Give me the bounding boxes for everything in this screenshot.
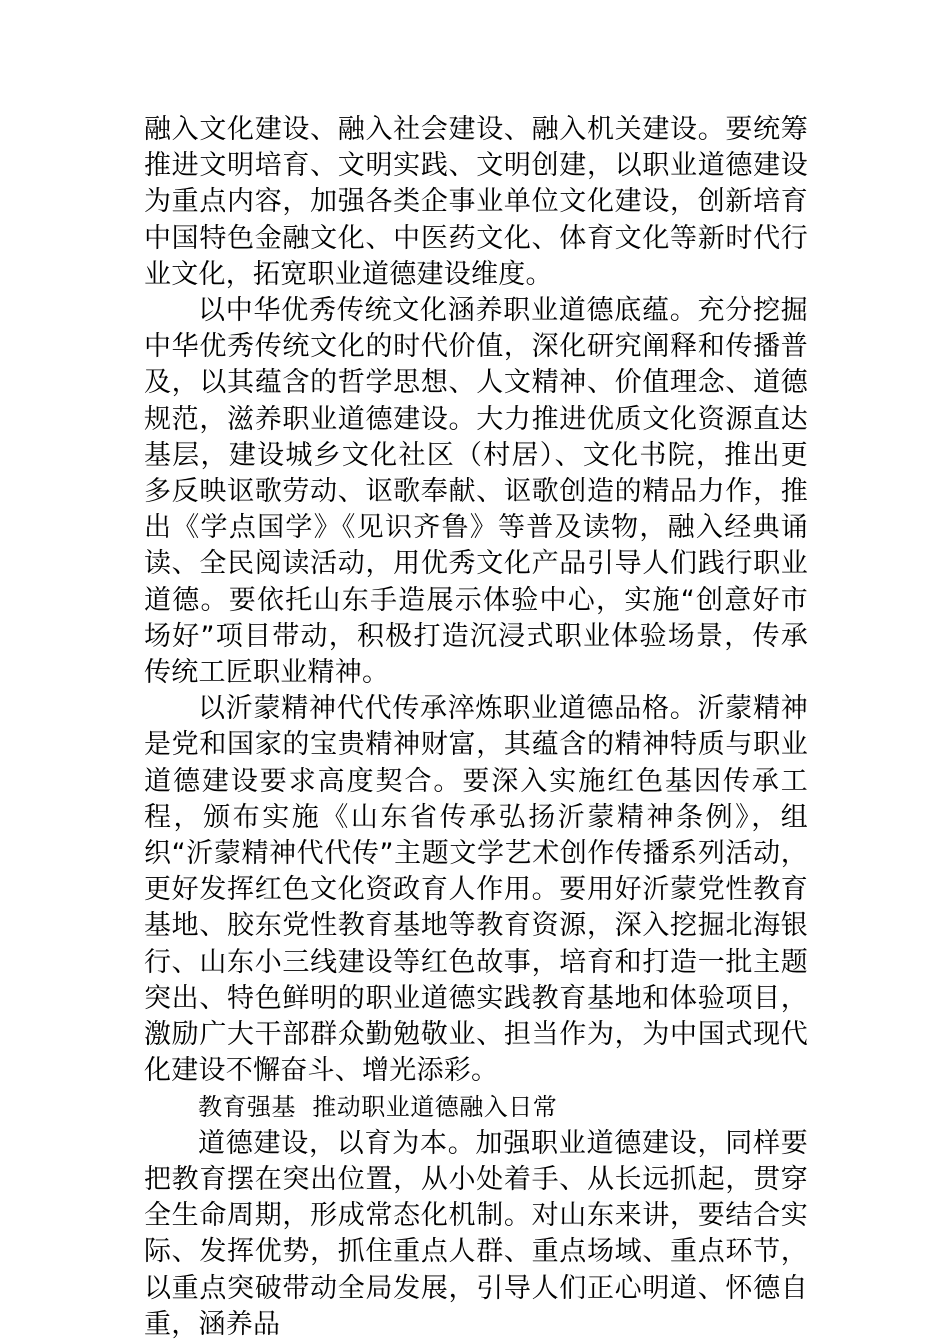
- paragraph-traditional-culture: 以中华优秀传统文化涵养职业道德底蕴。充分挖掘中华优秀传统文化的时代价值，深化研究阐释和传播普及，以其蕴含的哲学思想、人文精神、价值理念、道德规范，滋养职业道德建设。大力推进优质文化资源直达基层，建设城乡文化社区（村居）、文化书院，推出更多反映讴歌劳动、讴歌奉献、讴歌创造的精品力作，推出《学点国学》《见识齐鲁》等普及读物，融入经典诵读、全民阅读活动，用优秀文化产品引导人们践行职业道德。要依托山东手造展示体验中心，实施“创意好市场好”项目带动，积极打造沉浸式职业体验场景，传承传统工匠职业精神。: [144, 295, 808, 689]
- paragraph-education: 道德建设，以育为本。加强职业道德建设，同样要把教育摆在突出位置，从小处着手、从长远抓起，贯穿全生命周期，形成常态化机制。对山东来讲，要结合实际、发挥优势，抓住重点人群、重点场域、重点环节，以重点突破带动全局发展，引导人们正心明道、怀德自重，涵养品: [144, 1127, 808, 1340]
- paragraph-continuation: 融入文化建设、融入社会建设、融入机关建设。要统筹推进文明培育、文明实践、文明创建，以职业道德建设为重点内容，加强各类企事业单位文化建设，创新培育中国特色金融文化、中医药文化、体育文化等新时代行业文化，拓宽职业道德建设维度。: [144, 114, 808, 290]
- document-page: [144, 112, 808, 1343]
- section-subheading: 教育强基 推动职业道德融入日常: [198, 1093, 558, 1122]
- paragraph-yimeng-spirit: 以沂蒙精神代代传承淬炼职业道德品格。沂蒙精神是党和国家的宝贵精神财富，其蕴含的精神特质与职业道德建设要求高度契合。要深入实施红色基因传承工程，颁布实施《山东省传承弘扬沂蒙精神条例》，组织“沂蒙精神代代传”主题文学艺术创作传播系列活动，更好发挥红色文化资政育人作用。要用好沂蒙党性教育基地、胶东党性教育基地等教育资源，深入挖掘北海银行、山东小三线建设等红色故事，培育和打造一批主题突出、特色鲜明的职业道德实践教育基地和体验项目，激励广大干部群众勤勉敬业、担当作为，为中国式现代化建设不懈奋斗、增光添彩。: [144, 693, 808, 1087]
